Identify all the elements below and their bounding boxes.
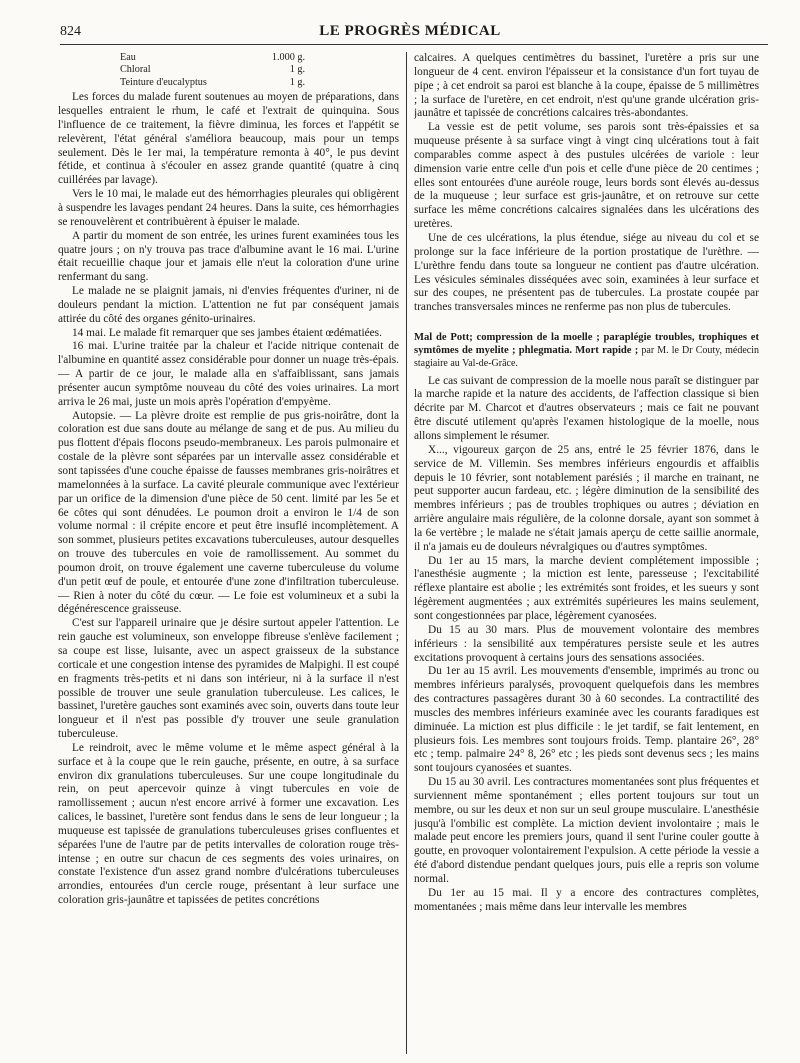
paragraph: C'est sur l'appareil urinaire que je désire surtout appeler l'attention. Le rein gauche est volumineux, son enveloppe fibreuse s'enlève facilement ; sa coupe est lisse, luisante, avec un aspect graisseux de la substance corticale et une congestion intense des pyramides de Malpighi. Il est coupé en fragments très-petits et ni dans son intérieur, ni à la surface il n'est possible de trouver une seule granulation tuberculeuse. Les calices, le bassinet, l'uretère gauches sont examinés avec soin, ouverts dans toute leur longueur et il n'est pas possible d'y trouver une seule granulation tuberculeuse. <box>58 617 399 741</box>
article-heading <box>414 331 759 371</box>
paragraph: A partir du moment de son entrée, les urines furent examinées tous les quatre jours ; on n'y trouva pas trace d'albumine avant le 16 mai. L'urine était recueillie chaque jour et jamais elle n'eut la coloration d'une urine renfermant du sang. <box>58 229 399 284</box>
paragraph: Du 1er au 15 avril. Les mouvements d'ensemble, imprimés au tronc ou membres inférieurs paralysés, provoquent quelquefois dans les membres des contractures passagères durant 30 à 60 secondes. La contractilité des muscles des membres inférieurs examinée avec les courants faradiques est diminuée. La miction est plus difficile : le jet tardif, se fait lentement, en plusieurs fois. Les membres sont toujours froids. Temp. plantaire 26°, 28° etc ; temp. palmaire 24° 8, 26° etc ; les pieds sont devenus secs ; les mains sont toujours cyanosées et suantes. <box>414 665 759 775</box>
column-divider <box>406 52 407 1054</box>
paragraph: La vessie est de petit volume, ses parois sont très-épaissies et sa muqueuse présente à sa surface vingt à vingt cinq ulcérations tout à fait comparables comme aspect à des pustules ulcérées de variole : leur dimension varie entre celle d'un pois et celle d'une pièce de 20 centimes ; elles sont entourées d'une auréole rouge, leurs bords sont élevés au-dessus de la muqueuse ; leur surface est gris-jaunâtre, et on retrouve sur cette surface les même concrétions calcaires signalées dans les ulcérations des uretères. <box>414 121 759 231</box>
article-byline: par M. le Dr Couty, médecin stagiaire au Val-de-Grâce. <box>414 345 759 370</box>
formula-row <box>120 52 399 64</box>
journal-title: LE PROGRÈS MÉDICAL <box>319 23 501 39</box>
formula-row <box>120 77 399 89</box>
paragraph: Une de ces ulcérations, la plus étendue, siége au niveau du col et se prolonge sur la face inférieure de la portion prostatique de l'urèthre. — L'urèthre fendu dans toute sa longueur ne contient pas d'autre ulcération. Les vésicules séminales disséquées avec soin, examinées à leur surface et sur des coupes, ne présentent pas de tubercules. La prostate coupée par tranches transversales minces ne renferme pas non plus de tubercules. <box>414 231 759 314</box>
formula-qty: 1 g. <box>289 64 305 76</box>
paragraph: calcaires. A quelques centimètres du bassinet, l'uretère a pris sur une longueur de 4 cent. environ l'épaisseur et la consistance d'un fort tuyau de pipe ; à cet endroit sa paroi est blanche à la coupe, épaisse de 5 millimètres ; la surface de l'uretère, en cet endroit, n'est qu'une grande ulcération gris-jaunâtre et tapissée de concrétions calcaires très-abondantes. <box>414 52 759 120</box>
prescription-formula <box>120 52 399 89</box>
formula-qty: 1 g. <box>289 76 305 88</box>
paragraph: Les forces du malade furent soutenues au moyen de préparations, dans lesquelles entraient le rhum, le café et l'extrait de quinquina. Sous l'influence de ce traitement, la fièvre diminua, les forces et l'appétit se relevèrent, l'état général s'améliora beaucoup, mais pour un temps seulement. Dès le 1er mai, la température remonta à 40°, le pus devint fétide, et continua à s'écouler en assez grande quantité (quatre à cinq cuillérées par lavage). <box>58 91 399 187</box>
article-title: Mal de Pott; compression de la moelle ; paraplégie troubles, trophiques et symtômes de myelite ; phlegmatia. Mort rapide ; <box>414 332 759 357</box>
paragraph: 14 mai. Le malade fit remarquer que ses jambes étaient œdématiées. <box>72 326 382 339</box>
formula-item: Eau <box>120 52 136 63</box>
paragraph: Le malade ne se plaignit jamais, ni d'envies fréquentes d'uriner, ni de douleurs pendant la miction. L'attention ne fut par conséquent jamais attirée du côté des organes génito-urinaires. <box>58 285 399 325</box>
left-column <box>58 52 399 1054</box>
paragraph: Le cas suivant de compression de la moelle nous paraît se distinguer par la marche rapide et la nature des accidents, de l'affection classique si bien décrite par M. Charcot et d'autres observateurs ; mais ce fait ne pouvant être discuté utilement qu'après l'examen histologique de la moelle, nous allons simplement le résumer. <box>414 374 759 443</box>
paragraph: Du 15 au 30 mars. Plus de mouvement volontaire des membres inférieurs : la sensibilité aux températures persiste seule et les autres excitations provoquent à certains jours des sensations associées. <box>414 623 759 664</box>
page-number: 824 <box>60 24 81 39</box>
header-rule <box>60 44 768 45</box>
right-column <box>414 52 759 1054</box>
autopsy-paragraph: Autopsie. — La plèvre droite est remplie de pus gris-noirâtre, dont la coloration est due sans doute au mélange de sang et de pus. Au milieu du pus flottent d'épais flocons pseudo-membraneux. Les parois pulmonaire et costale de la plèvre sont séparées par un intervalle assez considérable et sont tapissées d'une couche épaisse de fausses membranes gris-noirâtres et mamelonnées à la surface. La cavité pleurale communique avec l'extérieur par un orifice de la dimension d'une pièce de 50 cent. limité par les 5e et 6e côtes qui sont dénudées. Le poumon droit a environ le 1/4 de son volume normal : il crépite encore et peut être insuflé incomplètement. A son sommet, plusieurs petites excavations tuberculeuses, autour desquelles on trouve des tubercules en voie de ramollissement. Au sommet du poumon droit, on trouve également une caverne tuberculeuse du volume d'un petit œuf de poule, et entourée d'une zone d'infiltration tuberculeuse. — Rien à noter du côté du cœur. — Le foie est volumineux et a subi la dégénérescence graisseuse. <box>58 409 399 616</box>
formula-qty: 1.000 g. <box>271 52 305 63</box>
formula-item: Chloral <box>120 64 151 76</box>
paragraph: Du 15 au 30 avril. Les contractures momentanées sont plus fréquentes et surviennent même spontanément ; elles portent toujours sur tout un membre, ou sur les deux et non sur un seul groupe musculaire. L'anesthésie jusqu'à l'ombilic est complète. La miction devient involontaire ; mais le malade peut encore les premiers jours, quand il sent l'urine couler goutte à goutte, en provoquer volontairement l'expulsion. A cette période la vessie a été d'abord distendue pendant quelques jours, puis elle a repris son volume normal. <box>414 776 759 886</box>
paragraph: X..., vigoureux garçon de 25 ans, entré le 25 février 1876, dans le service de M. Villemin. Ses membres inférieurs engourdis et affaiblis depuis le 10 février, sont notablement parésiés ; il marche en trainant, ne peut supporter aucun fardeau, etc. ; légère diminution de la sensibilité des membres inférieurs ; pas de troubles trophiques ou autres ; déviation en arrière angulaire mais régulière, de la colonne dorsale, ayant son sommet à la 6e vertèbre ; le malade ne s'était jamais aperçu de cette saillie anormale, il n'a jamais eu de douleurs névralgiques ou d'autres symptômes. <box>414 443 759 553</box>
paragraph: 16 mai. L'urine traitée par la chaleur et l'acide nitrique contenait de l'albumine en quantité assez considérable pour donner un nuage très-épais. — A partir de ce jour, le malade alla en s'affaiblissant, sans jamais présenter aucun symptôme nouveau du côté des voies urinaires. La mort arriva le 26 mai, juste un mois après l'opération d'empyème. <box>58 340 399 408</box>
running-header <box>60 22 760 46</box>
paragraph: Du 1er au 15 mars, la marche devient complétement impossible ; l'anesthésie augmente ; la miction est lente, paresseuse ; l'excitabilité réflexe plantaire est abolie ; les extrémités sont froides, et les sueurs y sont légèrement augmentées ; aux extrémités supérieures les mains seulement, sont congestionnées par place, légèrement cyanosées. <box>414 554 759 622</box>
paragraph: Le reindroit, avec le même volume et le même aspect général à la surface et à la coupe que le rein gauche, présente, en outre, à sa surface environ dix granulations tuberculeuses. Sur une coupe longitudinale du rein, on peut apercevoir quinze à vingt tubercules en voie de ramollissement ; aucun n'est encore arrivé à former une excavation. Les calices, le bassinet, l'uretère sont fendus dans le sens de leur longueur ; la muqueuse est tapissée de granulations tuberculeuses grises confluentes et séparées l'une de l'autre par de petits intervalles de coloration rouge très-intense ; en outre sur chacun de ces segments des voies urinaires, on constate l'existence d'un assez grand nombre d'ulcérations tuberculeuses arrondies, entourées d'un cercle rouge, présentant à leur surface une coloration gris-jaunâtre et tapissées de petites concrétions <box>58 741 399 907</box>
paragraph: Du 1er au 15 mai. Il y a encore des contractures complètes, momentanées ; mais même dans leur intervalle les membres <box>414 886 759 913</box>
formula-item: Teinture d'eucalyptus <box>120 76 207 88</box>
paragraph: Vers le 10 mai, le malade eut des hémorrhagies pleurales qui obligèrent à suspendre les lavages pendant 24 heures. Dans la suite, ces hémorrhagies se renouvelèrent et contribuèrent à épuiser le malade. <box>58 188 399 228</box>
formula-row <box>120 64 399 76</box>
